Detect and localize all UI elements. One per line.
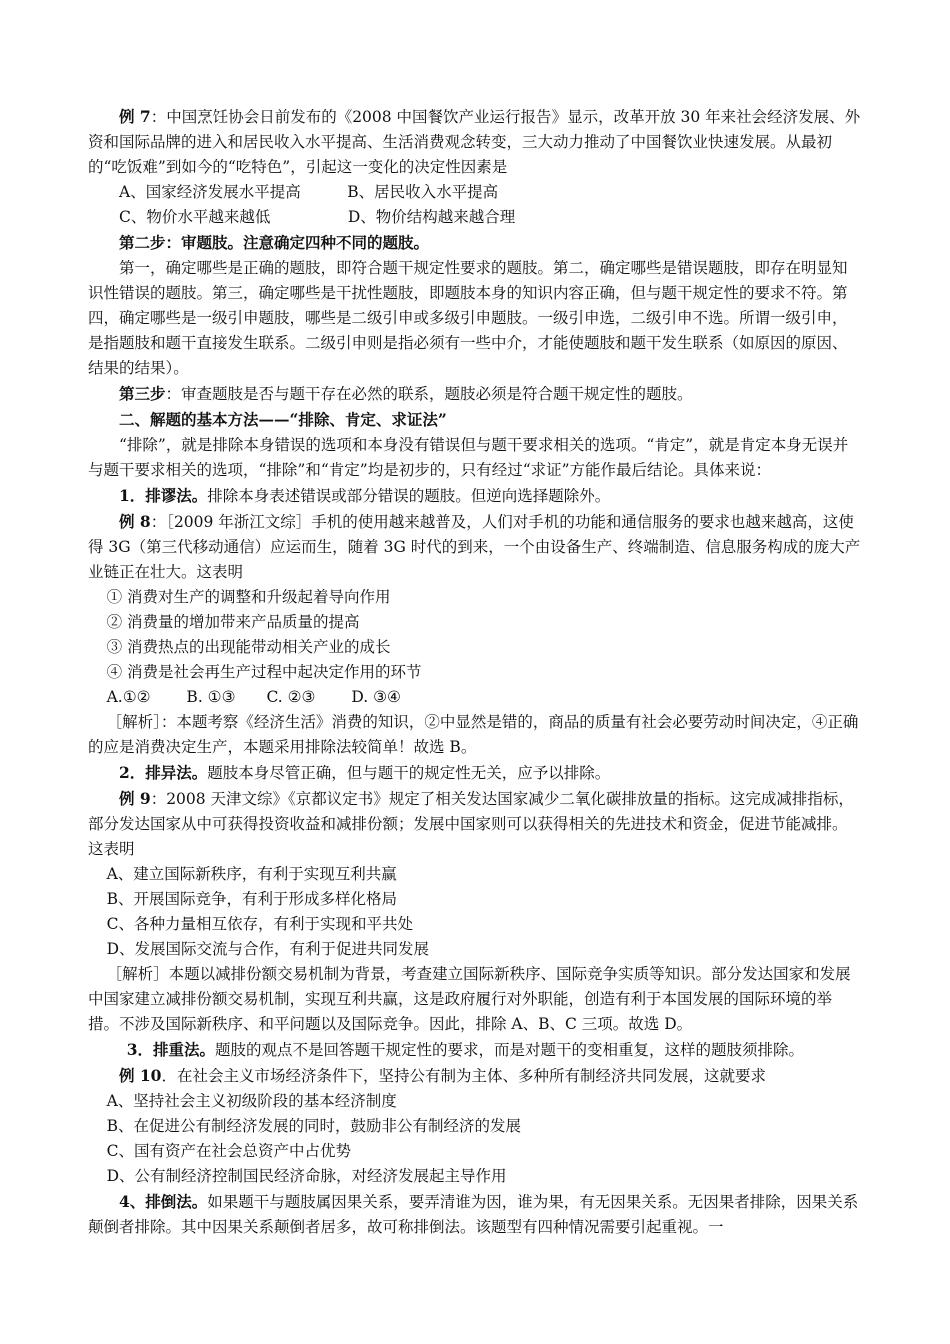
- example-8-options: A.①② B. ①③ C. ②③ D. ③④: [106, 688, 401, 706]
- section-2-intro: “排除”，就是排除本身错误的选项和本身没有错误但与题干要求相关的选项。“肯定”，就是肯定本身无误并与题干要求相关的选项，“排除”和“肯定”均是初步的，只有经过“求证”方能作最后结论。具体来说：: [88, 436, 849, 479]
- example-7-options-ab: A、国家经济发展水平提高 B、居民收入水平提高: [119, 183, 499, 201]
- example-8-stem: [88, 509, 862, 585]
- example-8-item-4: ④ 消费是社会再生产过程中起决定作用的环节: [106, 663, 422, 681]
- method-1-text: 排除本身表述错误或部分错误的题肢。但逆向选择题除外。: [207, 487, 611, 505]
- example-7-stem: [88, 104, 862, 180]
- step-2-title: 第二步：审题肢。注意确定四种不同的题肢。: [119, 233, 430, 252]
- example-9-option-d: D、发展国际交流与合作，有利于促进共同发展: [106, 940, 430, 958]
- example-9-analysis: ［解析］本题以减排份额交易机制为背景，考查建立国际新秩序、国际竞争实质等知识。部分发达国家和发展中国家建立减排份额交易机制，实现互利共赢，这是政府履行对外职能，创造有利于本国发展的国际环境的举措。不涉及国际新秩序、和平问题以及国际竞争。因此，排除 A、B、C 三项。故选 D。: [88, 965, 851, 1033]
- example-9-label: 例 9: [119, 789, 151, 808]
- example-10-text: ．在社会主义市场经济条件下，坚持公有制为主体、多种所有制经济共同发展，这就要求: [161, 1067, 766, 1085]
- section-2-heading: 二、解题的基本方法——“排除、肯定、求证法”: [119, 410, 447, 429]
- step-3-text: ：审查题肢是否与题干存在必然的联系，题肢必须是符合题干规定性的题肢。: [165, 385, 693, 403]
- example-10-label: 例 10: [119, 1066, 162, 1085]
- example-8-item-1: ① 消费对生产的调整和升级起着导向作用: [106, 588, 391, 606]
- example-8-label: 例 8: [119, 512, 151, 531]
- method-2-text: 题肢本身尽管正确，但与题干的规定性无关，应予以排除。: [207, 764, 611, 782]
- example-9-option-b: B、开展国际竞争，有利于形成多样化格局: [106, 890, 397, 908]
- example-7-label: 例 7: [119, 107, 151, 126]
- example-9-option-a: A、建立国际新秩序，有利于实现互利共赢: [106, 865, 397, 883]
- example-9-stem: [88, 786, 862, 862]
- method-4-title: 4、排倒法。: [119, 1192, 208, 1211]
- example-7-text: ：中国烹饪协会日前发布的《2008 中国餐饮产业运行报告》显示，改革开放 30 年来社会经济发展、外资和国际品牌的进入和居民收入水平提高、生活消费观念转变，三大动力推动了中国餐饮业快速发展。从最初的“吃饭难”到如今的“吃特色”，引起这一变化的决定性因素是: [88, 108, 861, 176]
- example-8-text: ：［2009 年浙江文综］手机的使用越来越普及，人们对手机的功能和通信服务的要求也越来越高，这使得 3G（第三代移动通信）应运而生，随着 3G 时代的到来，一个由设备生产、终端制造、信息服务构成的庞大产业链正在壮大。这表明: [88, 513, 861, 581]
- method-3: [88, 1037, 862, 1063]
- example-10-option-b: B、在促进公有制经济发展的同时，鼓励非公有制经济的发展: [106, 1117, 521, 1135]
- method-3-title: 3．排重法。: [126, 1040, 216, 1059]
- example-8-item-2: ② 消费量的增加带来产品质量的提高: [106, 613, 360, 631]
- method-4: [88, 1189, 862, 1240]
- example-7-options-cd: C、物价水平越来越低 D、物价结构越来越合理: [119, 208, 516, 226]
- example-9-option-c: C、各种力量相互依存，有利于实现和平共处: [106, 915, 413, 933]
- method-2: [88, 760, 862, 786]
- example-9-text: ：2008 天津文综》《京都议定书》规定了相关发达国家减少二氧化碳排放量的指标。这完成减排指标，部分发达国家从中可获得投资收益和减排份额；发展中国家则可以获得相关的先进技术和资金，促进节能减排。这表明: [88, 790, 854, 858]
- method-4-text: 如果题干与题肢属因果关系，要弄清谁为因，谁为果，有无因果关系。无因果者排除，因果关系颠倒者排除。其中因果关系颠倒者居多，故可称排倒法。该题型有四种情况需要引起重视。一: [88, 1193, 859, 1236]
- method-3-text: 题肢的观点不是回答题干规定性的要求，而是对题干的变相重复，这样的题肢须排除。: [215, 1041, 805, 1059]
- example-10-option-d: D、公有制经济控制国民经济命脉，对经济发展起主导作用: [106, 1167, 507, 1185]
- example-8-item-3: ③ 消费热点的出现能带动相关产业的成长: [106, 638, 391, 656]
- step-3: [88, 381, 862, 407]
- step-2-body: 第一，确定哪些是正确的题肢，即符合题干规定性要求的题肢。第二，确定哪些是错误题肢，即存在明显知识性错误的题肢。第三，确定哪些是干扰性题肢，即题肢本身的知识内容正确，但与题干规定性的要求不符。第四，确定哪些是一级引申题肢，哪些是二级引申或多级引申题肢。一级引申选，二级引申不选。所谓一级引申，是指题肢和题干直接发生联系。二级引申则是指必须有一些中介，才能使题肢和题干发生联系（如原因的原因、结果的结果）。: [88, 259, 848, 377]
- method-1: [88, 483, 862, 509]
- example-10-option-c: C、国有资产在社会总资产中占优势: [106, 1142, 351, 1160]
- method-2-title: 2．排异法。: [119, 763, 208, 782]
- step-3-title: 第三步: [119, 384, 166, 403]
- example-8-analysis: ［解析］：本题考察《经济生活》消费的知识，②中显然是错的，商品的质量有社会必要劳动时间决定，④正确的应是消费决定生产，本题采用排除法较简单！故选 B。: [88, 713, 859, 756]
- method-1-title: 1．排谬法。: [119, 486, 208, 505]
- example-10-option-a: A、坚持社会主义初级阶段的基本经济制度: [106, 1092, 397, 1110]
- example-10-stem: [88, 1063, 862, 1089]
